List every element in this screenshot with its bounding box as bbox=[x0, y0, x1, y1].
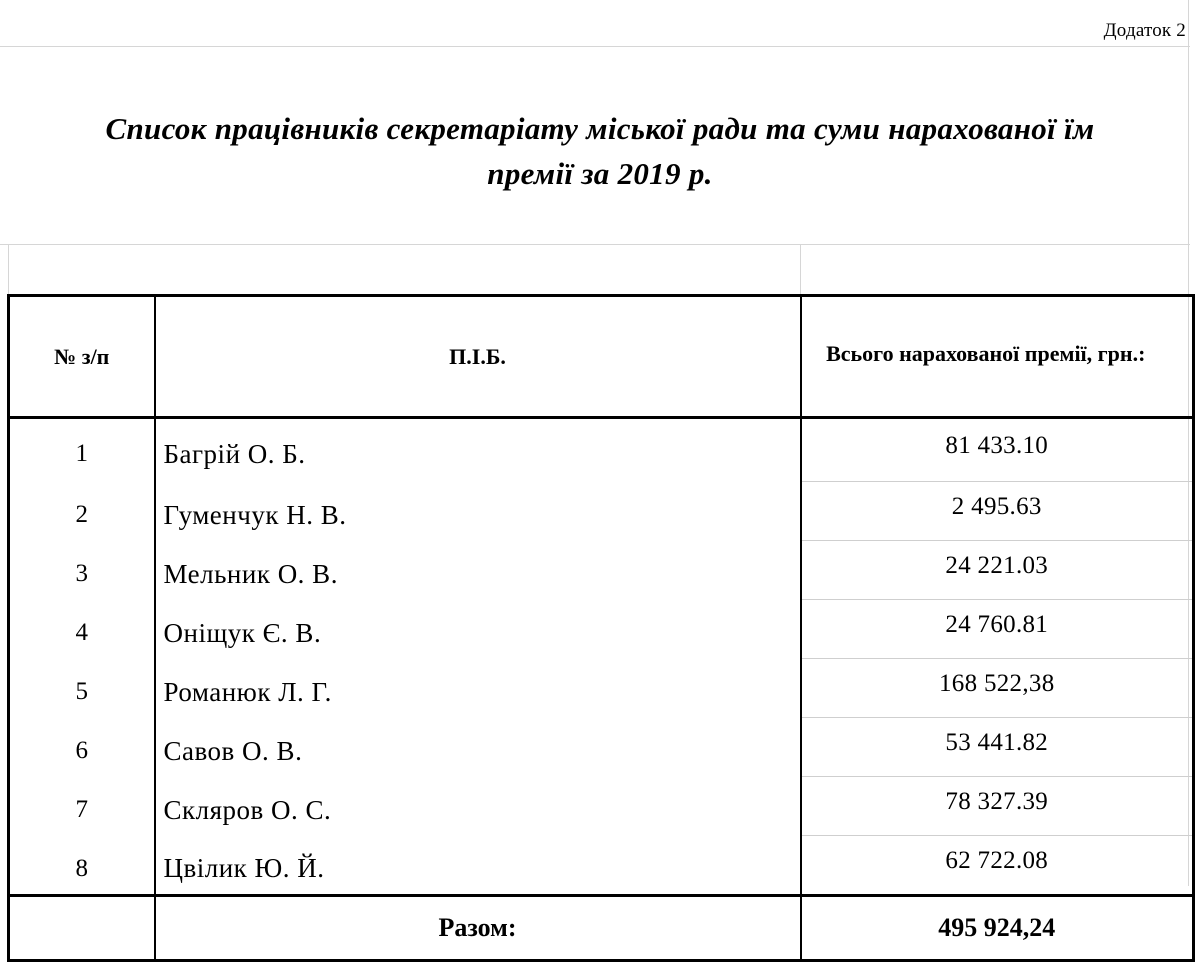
table-row bbox=[9, 418, 1194, 482]
row-amount: 62 722.08 bbox=[801, 836, 1194, 896]
table-row bbox=[9, 836, 1194, 896]
row-name: Гуменчук Н. В. bbox=[155, 482, 801, 541]
bonus-table bbox=[7, 294, 1195, 962]
row-amount: 24 221.03 bbox=[801, 541, 1194, 600]
row-number: 2 bbox=[9, 482, 155, 541]
sheet-gridline bbox=[0, 244, 1190, 245]
row-amount: 53 441.82 bbox=[801, 718, 1194, 777]
row-name: Мельник О. В. bbox=[155, 541, 801, 600]
sheet-gridline bbox=[0, 46, 1190, 47]
column-header-name: П.І.Б. bbox=[155, 296, 801, 418]
row-name: Романюк Л. Г. bbox=[155, 659, 801, 718]
sheet-gridline bbox=[800, 245, 801, 295]
table-header-row bbox=[9, 296, 1194, 418]
row-number: 1 bbox=[9, 418, 155, 482]
column-header-amount: Всього нарахованої премії, грн.: bbox=[801, 296, 1194, 418]
sheet-gridline bbox=[8, 245, 9, 295]
row-amount: 168 522,38 bbox=[801, 659, 1194, 718]
row-name: Оніщук Є. В. bbox=[155, 600, 801, 659]
row-amount: 81 433.10 bbox=[801, 418, 1194, 482]
row-number: 6 bbox=[9, 718, 155, 777]
table-row bbox=[9, 541, 1194, 600]
row-name: Цвілик Ю. Й. bbox=[155, 836, 801, 896]
row-name: Багрій О. Б. bbox=[155, 418, 801, 482]
row-name: Савов О. В. bbox=[155, 718, 801, 777]
title-line-2: премії за 2019 р. bbox=[487, 156, 713, 191]
total-label: Разом: bbox=[155, 896, 801, 961]
document-title bbox=[0, 106, 1200, 196]
row-number: 5 bbox=[9, 659, 155, 718]
row-number: 3 bbox=[9, 541, 155, 600]
title-line-1: Список працівників секретаріату міської ради та суми нарахованої їм bbox=[105, 111, 1095, 146]
appendix-label: Додаток 2 bbox=[1103, 20, 1186, 41]
row-number: 8 bbox=[9, 836, 155, 896]
table-row bbox=[9, 718, 1194, 777]
total-row bbox=[9, 896, 1194, 961]
row-number: 7 bbox=[9, 777, 155, 836]
row-amount: 78 327.39 bbox=[801, 777, 1194, 836]
table-row bbox=[9, 482, 1194, 541]
column-header-number: № з/п bbox=[9, 296, 155, 418]
total-number-cell bbox=[9, 896, 155, 961]
table-row bbox=[9, 659, 1194, 718]
table-row bbox=[9, 777, 1194, 836]
row-number: 4 bbox=[9, 600, 155, 659]
table-row bbox=[9, 600, 1194, 659]
total-amount: 495 924,24 bbox=[801, 896, 1194, 961]
row-amount: 2 495.63 bbox=[801, 482, 1194, 541]
row-name: Скляров О. С. bbox=[155, 777, 801, 836]
row-amount: 24 760.81 bbox=[801, 600, 1194, 659]
